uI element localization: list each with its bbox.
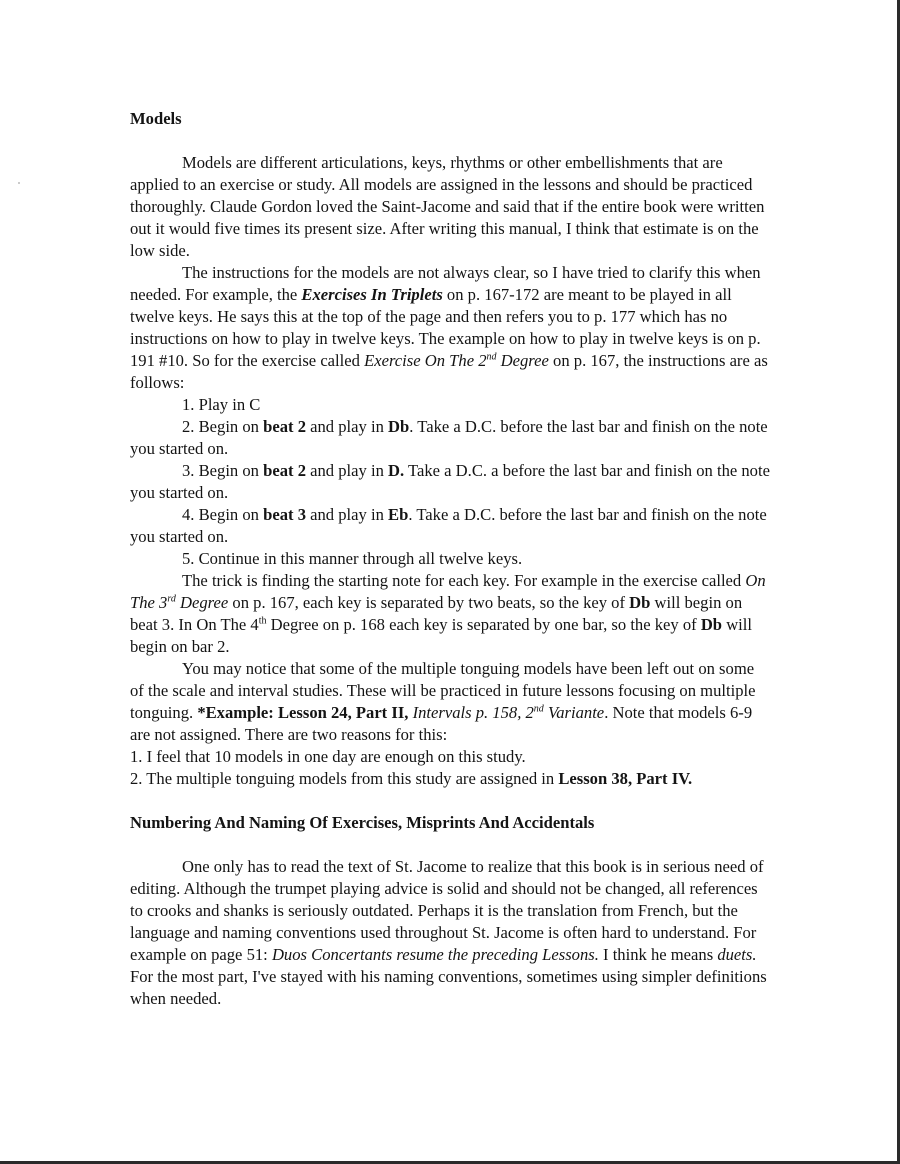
instruction-step-4: 4. Begin on beat 3 and play in Eb. Take a D.C. before the last bar and finish on the note you started on. bbox=[130, 505, 767, 546]
instruction-step-1: 1. Play in C bbox=[182, 395, 261, 414]
instruction-step-5: 5. Continue in this manner through all twelve keys. bbox=[182, 549, 523, 568]
reason-2: 2. The multiple tonguing models from this study are assigned in Lesson 38, Part IV. bbox=[130, 769, 693, 788]
book-title-exercises-in-triplets: Exercises In Triplets bbox=[301, 285, 443, 304]
models-paragraph-3: The trick is finding the starting note for each key. For example in the exercise called On The 3rd Degree on p. 167, each key is separated by two beats, so the key of Db will begin on beat 3. In On The 4th Degree on p. 168 each key is separated by one bar, so the key of Db will begin on bar 2. bbox=[130, 571, 766, 656]
exercise-title-3rd-degree: On The 3rd Degree bbox=[130, 571, 766, 612]
reason-1: 1. I feel that 10 models in one day are enough on this study. bbox=[130, 747, 526, 766]
models-paragraph-2: The instructions for the models are not always clear, so I have tried to clarify this when needed. For example, the Exercises In Triplets on p. 167-172 are meant to be played in all twelve keys. He says this at the top of the page and then refers you to p. 177 which has no instructions on how to play in twelve keys. The example on how to play in twelve keys is on p. 191 #10. So for the exercise called Exercise On The 2nd Degree on p. 167, the instructions are as follows: bbox=[130, 263, 768, 392]
document-page bbox=[130, 108, 770, 1010]
models-paragraph-1: Models are different articulations, keys, rhythms or other embellishments that are applied to an exercise or study. All models are assigned in the lessons and should be practiced thoroughly. Claude Gordon loved the Saint-Jacome and said that if the entire book were written out it would five times its present size. After writing this manual, I think that estimate is on the low side. bbox=[130, 153, 765, 260]
numbering-paragraph-1: One only has to read the text of St. Jacome to realize that this book is in serious need of editing. Although the trumpet playing advice is solid and should not be changed, all references to crooks and shanks is seriously outdated. Perhaps it is the translation from French, but the language and naming conventions used throughout St. Jacome is often hard to understand. For example on page 51: Duos Concertants resume the preceding Lessons. I think he means duets. For the most part, I've stayed with his naming conventions, sometimes using simpler definitions when needed. bbox=[130, 857, 767, 1008]
section-heading-numbering: Numbering And Naming Of Exercises, Misprints And Accidentals bbox=[130, 813, 595, 832]
section-heading-models: Models bbox=[130, 109, 182, 128]
models-paragraph-4: You may notice that some of the multiple tonguing models have been left out on some of the scale and interval studies. These will be practiced in future lessons focusing on multiple tonguing. *Example: Lesson 24, Part II, Intervals p. 158, 2nd Variante. Note that models 6-9 are not assigned. There are two reasons for this: bbox=[130, 659, 756, 744]
scan-speck bbox=[18, 182, 20, 184]
exercise-title-2nd-degree: Exercise On The 2nd Degree bbox=[364, 351, 549, 370]
instruction-step-2: 2. Begin on beat 2 and play in Db. Take a D.C. before the last bar and finish on the note you started on. bbox=[130, 417, 768, 458]
instruction-step-3: 3. Begin on beat 2 and play in D. Take a D.C. a before the last bar and finish on the note you started on. bbox=[130, 461, 770, 502]
